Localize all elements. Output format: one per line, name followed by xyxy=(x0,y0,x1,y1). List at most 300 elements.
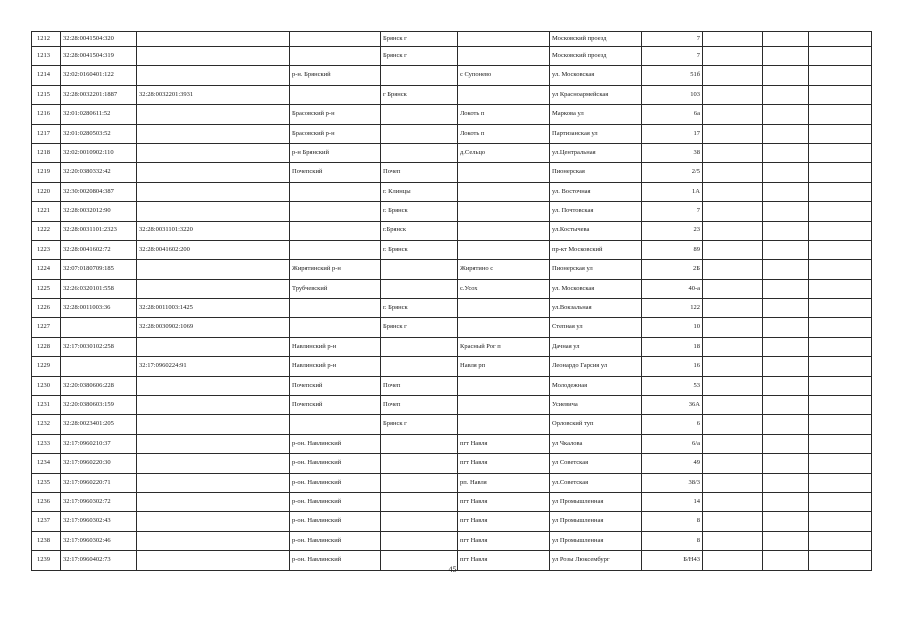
cell-settlement: с Супонево xyxy=(458,66,550,85)
cell-extra-col-1 xyxy=(703,66,763,85)
cell-settlement xyxy=(458,47,550,66)
cell-street: ул Чкалова xyxy=(550,434,642,453)
cell-row-number: 1226 xyxy=(32,299,61,318)
cell-district: Жирятинский р-н xyxy=(290,260,381,279)
cell-street: Степная ул xyxy=(550,318,642,337)
cell-extra-col-3 xyxy=(809,163,872,182)
cell-street: ул.Центральная xyxy=(550,143,642,162)
cell-street: пр-кт Московский xyxy=(550,240,642,259)
cell-extra-col-3 xyxy=(809,473,872,492)
cell-district xyxy=(290,47,381,66)
cell-row-number: 1235 xyxy=(32,473,61,492)
cell-cadastral-number: 32:28:0031101:2323 xyxy=(61,221,137,240)
cell-cadastral-number-alt: 32:17:0960224:91 xyxy=(137,357,290,376)
cell-city xyxy=(381,66,458,85)
cell-row-number: 1218 xyxy=(32,143,61,162)
cell-street: ул.Костычева xyxy=(550,221,642,240)
cell-row-number: 1217 xyxy=(32,124,61,143)
cell-street: ул Розы Люксембург xyxy=(550,551,642,570)
cell-city xyxy=(381,279,458,298)
cell-city: Почеп xyxy=(381,376,458,395)
cell-extra-col-3 xyxy=(809,299,872,318)
cell-extra-col-2 xyxy=(763,512,809,531)
cell-extra-col-2 xyxy=(763,240,809,259)
cell-extra-col-2 xyxy=(763,279,809,298)
cell-row-number: 1230 xyxy=(32,376,61,395)
cell-city xyxy=(381,434,458,453)
cell-house-number: 122 xyxy=(642,299,703,318)
cell-house-number: 8 xyxy=(642,531,703,550)
cell-district: Трубчевский xyxy=(290,279,381,298)
cell-settlement: Локоть п xyxy=(458,105,550,124)
cell-extra-col-1 xyxy=(703,182,763,201)
cell-settlement: д.Сельцо xyxy=(458,143,550,162)
table-row xyxy=(32,434,872,453)
cell-cadastral-number-alt xyxy=(137,66,290,85)
cell-settlement xyxy=(458,85,550,104)
cell-house-number: 6 xyxy=(642,415,703,434)
cell-extra-col-2 xyxy=(763,202,809,221)
cell-extra-col-3 xyxy=(809,454,872,473)
table-row xyxy=(32,202,872,221)
cell-district xyxy=(290,299,381,318)
cell-cadastral-number-alt xyxy=(137,202,290,221)
cell-cadastral-number: 32:17:0960302:72 xyxy=(61,492,137,511)
cell-extra-col-2 xyxy=(763,32,809,47)
table-row xyxy=(32,415,872,434)
cell-settlement: Навля рп xyxy=(458,357,550,376)
cell-house-number: 2/5 xyxy=(642,163,703,182)
cell-cadastral-number-alt: 32:28:0030902:1069 xyxy=(137,318,290,337)
cell-city xyxy=(381,492,458,511)
cell-row-number: 1215 xyxy=(32,85,61,104)
cell-house-number: 38 xyxy=(642,143,703,162)
cell-city xyxy=(381,105,458,124)
cell-extra-col-1 xyxy=(703,318,763,337)
cell-cadastral-number: 32:30:0020804:387 xyxy=(61,182,137,201)
cell-cadastral-number-alt xyxy=(137,182,290,201)
cell-extra-col-3 xyxy=(809,124,872,143)
cell-street: Пионерская xyxy=(550,163,642,182)
cell-cadastral-number: 32:28:0032201:1887 xyxy=(61,85,137,104)
cell-city: Брянск г xyxy=(381,415,458,434)
cell-cadastral-number: 32:28:0032012:90 xyxy=(61,202,137,221)
cell-city xyxy=(381,124,458,143)
cell-row-number: 1231 xyxy=(32,396,61,415)
cell-extra-col-1 xyxy=(703,415,763,434)
cell-house-number: 7 xyxy=(642,202,703,221)
cell-city: Брянск г xyxy=(381,32,458,47)
cell-district: р-он. Навлинский xyxy=(290,434,381,453)
cell-settlement: пгт Навля xyxy=(458,454,550,473)
cell-extra-col-2 xyxy=(763,318,809,337)
cell-extra-col-3 xyxy=(809,47,872,66)
table-row xyxy=(32,396,872,415)
cell-extra-col-1 xyxy=(703,376,763,395)
cell-city xyxy=(381,337,458,356)
cell-settlement: пгт Навля xyxy=(458,492,550,511)
cell-cadastral-number: 32:17:0960220:30 xyxy=(61,454,137,473)
cell-extra-col-2 xyxy=(763,182,809,201)
cell-house-number: 1А xyxy=(642,182,703,201)
cell-city xyxy=(381,143,458,162)
cell-extra-col-2 xyxy=(763,396,809,415)
cell-extra-col-1 xyxy=(703,434,763,453)
cell-extra-col-1 xyxy=(703,337,763,356)
cell-cadastral-number: 32:28:0041504:319 xyxy=(61,47,137,66)
cell-cadastral-number-alt xyxy=(137,396,290,415)
cell-house-number: 49 xyxy=(642,454,703,473)
cell-cadastral-number: 32:28:0011003:36 xyxy=(61,299,137,318)
cell-extra-col-2 xyxy=(763,299,809,318)
cell-cadastral-number: 32:28:0023401:205 xyxy=(61,415,137,434)
cell-extra-col-2 xyxy=(763,357,809,376)
cell-extra-col-2 xyxy=(763,124,809,143)
cell-extra-col-1 xyxy=(703,454,763,473)
cell-cadastral-number-alt xyxy=(137,163,290,182)
cell-cadastral-number-alt xyxy=(137,473,290,492)
cell-extra-col-2 xyxy=(763,376,809,395)
cell-cadastral-number-alt xyxy=(137,124,290,143)
table-row xyxy=(32,473,872,492)
cell-settlement: пгт Навля xyxy=(458,512,550,531)
cell-street: ул. Московская xyxy=(550,66,642,85)
cell-cadastral-number-alt xyxy=(137,337,290,356)
cell-street: Маркова ул xyxy=(550,105,642,124)
cell-district: р-он. Навлинский xyxy=(290,551,381,570)
cell-settlement: Локоть п xyxy=(458,124,550,143)
table-row xyxy=(32,318,872,337)
cell-extra-col-3 xyxy=(809,492,872,511)
cell-street: Пионерская ул xyxy=(550,260,642,279)
table-row xyxy=(32,47,872,66)
cell-house-number: 16 xyxy=(642,357,703,376)
cell-extra-col-3 xyxy=(809,143,872,162)
cell-row-number: 1220 xyxy=(32,182,61,201)
cell-cadastral-number-alt: 32:28:0011003:1425 xyxy=(137,299,290,318)
cell-extra-col-1 xyxy=(703,473,763,492)
cell-district: р-он. Навлинский xyxy=(290,512,381,531)
cell-city: г. Брянск xyxy=(381,202,458,221)
cell-house-number: 18 xyxy=(642,337,703,356)
cell-extra-col-2 xyxy=(763,337,809,356)
cell-cadastral-number: 32:17:0960302:46 xyxy=(61,531,137,550)
cell-settlement: Жирятино с xyxy=(458,260,550,279)
cell-house-number: 103 xyxy=(642,85,703,104)
cell-extra-col-3 xyxy=(809,66,872,85)
cell-district xyxy=(290,182,381,201)
cell-row-number: 1227 xyxy=(32,318,61,337)
cell-city: г. Брянск xyxy=(381,299,458,318)
cell-street: Партизанская ул xyxy=(550,124,642,143)
cell-extra-col-3 xyxy=(809,240,872,259)
cell-row-number: 1232 xyxy=(32,415,61,434)
cell-cadastral-number: 32:02:0160401:122 xyxy=(61,66,137,85)
cell-extra-col-2 xyxy=(763,454,809,473)
cell-settlement xyxy=(458,182,550,201)
cell-district: р-н. Брянский xyxy=(290,66,381,85)
cell-district: Брасовский р-н xyxy=(290,105,381,124)
cell-street: Дачная ул xyxy=(550,337,642,356)
cell-row-number: 1214 xyxy=(32,66,61,85)
cell-cadastral-number-alt xyxy=(137,279,290,298)
cell-city: г. Брянск xyxy=(381,240,458,259)
cell-extra-col-3 xyxy=(809,434,872,453)
cell-extra-col-2 xyxy=(763,434,809,453)
cell-city: Почеп xyxy=(381,163,458,182)
cell-cadastral-number-alt xyxy=(137,434,290,453)
cell-extra-col-2 xyxy=(763,492,809,511)
cell-district xyxy=(290,221,381,240)
cell-city: г.Брянск xyxy=(381,221,458,240)
cell-row-number: 1237 xyxy=(32,512,61,531)
cell-extra-col-1 xyxy=(703,124,763,143)
cell-street: ул Промышленная xyxy=(550,531,642,550)
registry-table xyxy=(31,31,872,571)
cell-street: Московский проезд xyxy=(550,32,642,47)
page-number: 45 xyxy=(448,565,457,574)
cell-extra-col-3 xyxy=(809,357,872,376)
cell-city: Брянск г xyxy=(381,47,458,66)
cell-extra-col-2 xyxy=(763,260,809,279)
cell-street: ул.Советская xyxy=(550,473,642,492)
cell-settlement xyxy=(458,396,550,415)
cell-extra-col-1 xyxy=(703,396,763,415)
cell-house-number: 6а xyxy=(642,105,703,124)
cell-cadastral-number-alt xyxy=(137,260,290,279)
table-row xyxy=(32,376,872,395)
cell-house-number: 14 xyxy=(642,492,703,511)
cell-cadastral-number: 32:01:0280503:52 xyxy=(61,124,137,143)
cell-extra-col-1 xyxy=(703,202,763,221)
cell-cadastral-number-alt: 32:28:0041602:200 xyxy=(137,240,290,259)
cell-row-number: 1239 xyxy=(32,551,61,570)
cell-city: г Брянск xyxy=(381,85,458,104)
cell-house-number: 2Б xyxy=(642,260,703,279)
cell-district: Брасовский р-н xyxy=(290,124,381,143)
cell-extra-col-1 xyxy=(703,143,763,162)
cell-row-number: 1234 xyxy=(32,454,61,473)
cell-house-number: 6/а xyxy=(642,434,703,453)
table-row xyxy=(32,512,872,531)
cell-cadastral-number-alt xyxy=(137,492,290,511)
table-row xyxy=(32,163,872,182)
cell-house-number: 10 xyxy=(642,318,703,337)
cell-district xyxy=(290,32,381,47)
cell-settlement xyxy=(458,415,550,434)
cell-cadastral-number: 32:17:0030102:258 xyxy=(61,337,137,356)
cell-settlement xyxy=(458,202,550,221)
cell-extra-col-1 xyxy=(703,32,763,47)
cell-city xyxy=(381,512,458,531)
cell-extra-col-1 xyxy=(703,260,763,279)
cell-house-number: 38/3 xyxy=(642,473,703,492)
cell-district: Навлинский р-н xyxy=(290,357,381,376)
cell-row-number: 1221 xyxy=(32,202,61,221)
cell-settlement xyxy=(458,318,550,337)
cell-house-number: 40-а xyxy=(642,279,703,298)
table-row xyxy=(32,85,872,104)
table-row xyxy=(32,260,872,279)
cell-settlement: с.Усох xyxy=(458,279,550,298)
cell-settlement xyxy=(458,240,550,259)
cell-extra-col-2 xyxy=(763,415,809,434)
cell-extra-col-1 xyxy=(703,299,763,318)
cell-house-number: 51б xyxy=(642,66,703,85)
table-row xyxy=(32,240,872,259)
cell-extra-col-3 xyxy=(809,32,872,47)
cell-district: Навлинский р-н xyxy=(290,337,381,356)
table-row xyxy=(32,66,872,85)
cell-city xyxy=(381,260,458,279)
cell-cadastral-number-alt xyxy=(137,531,290,550)
cell-cadastral-number: 32:02:0010902:110 xyxy=(61,143,137,162)
cell-street: ул Советская xyxy=(550,454,642,473)
cell-extra-col-3 xyxy=(809,279,872,298)
cell-extra-col-2 xyxy=(763,143,809,162)
cell-settlement: пгт Навля xyxy=(458,531,550,550)
table-row xyxy=(32,531,872,550)
cell-extra-col-3 xyxy=(809,202,872,221)
table-row xyxy=(32,279,872,298)
cell-cadastral-number-alt: 32:28:0031101:3220 xyxy=(137,221,290,240)
cell-settlement: пгт Навля xyxy=(458,551,550,570)
cell-house-number: 53 xyxy=(642,376,703,395)
cell-district xyxy=(290,318,381,337)
cell-city: Почеп xyxy=(381,396,458,415)
table-row xyxy=(32,492,872,511)
cell-extra-col-3 xyxy=(809,182,872,201)
cell-street: Молодежная xyxy=(550,376,642,395)
cell-street: Леонардо Гарсия ул xyxy=(550,357,642,376)
cell-city: Брянск г xyxy=(381,318,458,337)
cell-house-number: 36А xyxy=(642,396,703,415)
cell-extra-col-2 xyxy=(763,47,809,66)
cell-cadastral-number: 32:17:0960402:73 xyxy=(61,551,137,570)
cell-extra-col-1 xyxy=(703,47,763,66)
table-row xyxy=(32,32,872,47)
cell-extra-col-3 xyxy=(809,105,872,124)
cell-district: Почепский xyxy=(290,396,381,415)
cell-extra-col-1 xyxy=(703,492,763,511)
cell-cadastral-number xyxy=(61,318,137,337)
cell-district: р-он. Навлинский xyxy=(290,454,381,473)
cell-cadastral-number: 32:28:0041504:320 xyxy=(61,32,137,47)
cell-street: ул Промышленная xyxy=(550,492,642,511)
cell-row-number: 1222 xyxy=(32,221,61,240)
cell-row-number: 1233 xyxy=(32,434,61,453)
cell-cadastral-number-alt xyxy=(137,376,290,395)
cell-row-number: 1213 xyxy=(32,47,61,66)
cell-extra-col-3 xyxy=(809,512,872,531)
cell-district xyxy=(290,85,381,104)
cell-cadastral-number: 32:20:0380332:42 xyxy=(61,163,137,182)
cell-settlement: пгт Навля xyxy=(458,434,550,453)
cell-extra-col-3 xyxy=(809,85,872,104)
cell-extra-col-2 xyxy=(763,531,809,550)
cell-extra-col-1 xyxy=(703,357,763,376)
cell-district: р-он. Навлинский xyxy=(290,492,381,511)
cell-cadastral-number-alt xyxy=(137,512,290,531)
cell-district: р-он. Навлинский xyxy=(290,531,381,550)
cell-extra-col-3 xyxy=(809,260,872,279)
cell-house-number: 8 xyxy=(642,512,703,531)
cell-street: ул Красноармейская xyxy=(550,85,642,104)
cell-extra-col-1 xyxy=(703,105,763,124)
cell-settlement xyxy=(458,376,550,395)
cell-house-number: 89 xyxy=(642,240,703,259)
cell-row-number: 1224 xyxy=(32,260,61,279)
cell-street: ул.Вокзальная xyxy=(550,299,642,318)
cell-row-number: 1229 xyxy=(32,357,61,376)
cell-street: ул Промышленная xyxy=(550,512,642,531)
cell-house-number: 23 xyxy=(642,221,703,240)
cell-extra-col-1 xyxy=(703,85,763,104)
table-row xyxy=(32,454,872,473)
cell-street: Орловский туп xyxy=(550,415,642,434)
cell-extra-col-2 xyxy=(763,85,809,104)
cell-cadastral-number-alt: 32:28:0032201:3931 xyxy=(137,85,290,104)
cell-city xyxy=(381,357,458,376)
cell-cadastral-number: 32:01:0280611:52 xyxy=(61,105,137,124)
cell-extra-col-2 xyxy=(763,163,809,182)
cell-cadastral-number xyxy=(61,357,137,376)
cell-house-number: 7 xyxy=(642,47,703,66)
cell-extra-col-1 xyxy=(703,279,763,298)
cell-cadastral-number: 32:26:0320101:558 xyxy=(61,279,137,298)
cell-extra-col-2 xyxy=(763,221,809,240)
cell-house-number: Б/Н43 xyxy=(642,551,703,570)
cell-extra-col-2 xyxy=(763,473,809,492)
registry-table-body xyxy=(32,32,872,571)
cell-extra-col-1 xyxy=(703,240,763,259)
cell-cadastral-number-alt xyxy=(137,47,290,66)
cell-settlement xyxy=(458,221,550,240)
cell-district xyxy=(290,240,381,259)
cell-street: ул. Почтовская xyxy=(550,202,642,221)
table-row xyxy=(32,221,872,240)
table-row xyxy=(32,124,872,143)
cell-cadastral-number: 32:17:0960210:37 xyxy=(61,434,137,453)
cell-district xyxy=(290,202,381,221)
cell-house-number: 7 xyxy=(642,32,703,47)
cell-district: Почепский xyxy=(290,163,381,182)
cell-cadastral-number: 32:17:0960220:71 xyxy=(61,473,137,492)
cell-settlement xyxy=(458,299,550,318)
cell-cadastral-number: 32:07:0180709:185 xyxy=(61,260,137,279)
table-row xyxy=(32,105,872,124)
cell-row-number: 1212 xyxy=(32,32,61,47)
table-row xyxy=(32,143,872,162)
cell-extra-col-3 xyxy=(809,221,872,240)
cell-cadastral-number: 32:28:0041602:72 xyxy=(61,240,137,259)
cell-city xyxy=(381,531,458,550)
table-row xyxy=(32,357,872,376)
table-row xyxy=(32,337,872,356)
cell-house-number: 17 xyxy=(642,124,703,143)
cell-cadastral-number: 32:20:0380603:159 xyxy=(61,396,137,415)
table-row xyxy=(32,299,872,318)
cell-row-number: 1238 xyxy=(32,531,61,550)
cell-district xyxy=(290,415,381,434)
cell-extra-col-3 xyxy=(809,376,872,395)
cell-extra-col-1 xyxy=(703,512,763,531)
cell-settlement: рп. Навля xyxy=(458,473,550,492)
cell-district: Почепский xyxy=(290,376,381,395)
cell-extra-col-3 xyxy=(809,415,872,434)
cell-extra-col-1 xyxy=(703,531,763,550)
cell-settlement: Красный Рог п xyxy=(458,337,550,356)
